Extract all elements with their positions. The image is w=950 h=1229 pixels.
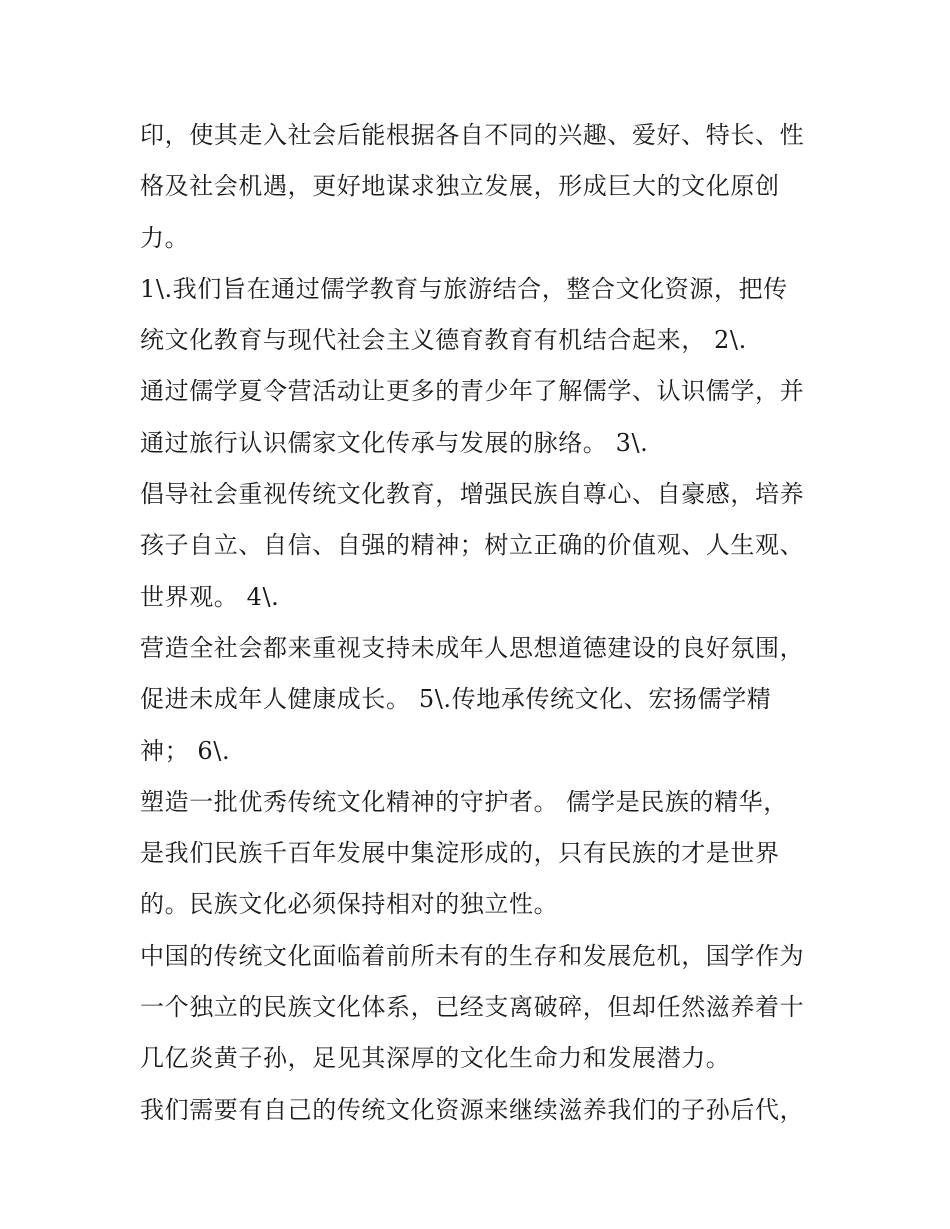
text-line: 神； 6\. [140, 736, 231, 765]
text-line: 世界观。 4\. [140, 582, 280, 611]
text-line: 倡导社会重视传统文化教育，增强民族自尊心、自豪感，培养 [140, 480, 805, 509]
text-line: 统文化教育与现代社会主义德育教育有机结合起来， 2\. [140, 326, 747, 355]
text-line: 1\.我们旨在通过儒学教育与旅游结合，整合文化资源，把传 [140, 274, 788, 303]
text-line: 中国的传统文化面临着前所未有的生存和发展危机，国学作为 [140, 941, 805, 970]
text-line: 促进未成年人健康成长。 5\.传地承传统文化、宏扬儒学精 [140, 685, 772, 714]
text-line: 塑造一批优秀传统文化精神的守护者。 儒学是民族的精华， [140, 787, 788, 816]
text-line: 格及社会机遇，更好地谋求独立发展，形成巨大的文化原创 [140, 172, 780, 201]
body-text [140, 110, 830, 1136]
text-line: 营造全社会都来重视支持未成年人思想道德建设的良好氛围， [140, 633, 805, 662]
text-line: 通过旅行认识儒家文化传承与发展的脉络。 3\. [140, 428, 649, 457]
text-line: 的。民族文化必须保持相对的独立性。 [140, 890, 559, 919]
text-line: 孩子自立、自信、自强的精神；树立正确的价值观、人生观、 [140, 531, 805, 560]
text-line: 几亿炎黄子孙，足见其深厚的文化生命力和发展潜力。 [140, 1044, 731, 1073]
text-line: 一个独立的民族文化体系，已经支离破碎，但却任然滋养着十 [140, 993, 805, 1022]
text-line: 我们需要有自己的传统文化资源来继续滋养我们的子孙后代， [140, 1095, 805, 1124]
text-line: 通过儒学夏令营活动让更多的青少年了解儒学、认识儒学，并 [140, 377, 805, 406]
text-line: 力。 [140, 223, 190, 252]
text-line: 印，使其走入社会后能根据各自不同的兴趣、爱好、特长、性 [140, 121, 805, 149]
text-line: 是我们民族千百年发展中集淀形成的，只有民族的才是世界 [140, 839, 780, 868]
